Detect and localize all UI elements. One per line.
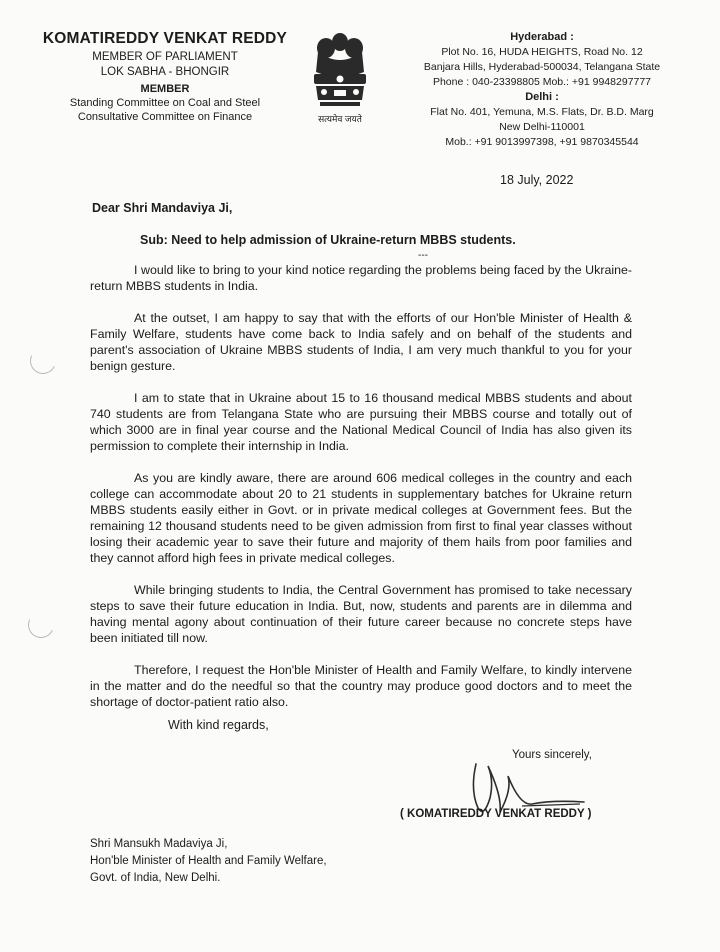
committee-2: Consultative Committee on Finance xyxy=(77,111,253,123)
body-paragraph: As you are kindly aware, there are around 606 medical colleges in the country and each college can accommodate about 20 to 21 students in supplementary batches for Ukraine return MBBS students easily either in Govt. or in private medical colleges at Government fees. But the remaining 12 thousand students need to be given admission from first to final year classes without losing their academic year to save their future and majority of them hails from poor families and they cannot afford high fees in private medical colleges. xyxy=(90,471,632,565)
salutation: Dear Shri Mandaviya Ji, xyxy=(92,201,233,215)
addressee-line-1: Shri Mansukh Madaviya Ji, xyxy=(90,838,228,850)
signatory-name: ( KOMATIREDDY VENKAT REDDY ) xyxy=(400,808,592,820)
member-label: MEMBER xyxy=(140,83,190,95)
delhi-line-1: Flat No. 401, Yemuna, M.S. Flats, Dr. B.D. Marg xyxy=(430,106,654,118)
hyderabad-label: Hyderabad : xyxy=(510,31,574,43)
subject-mark: --- xyxy=(418,250,428,261)
delhi-line-2: New Delhi-110001 xyxy=(499,121,585,133)
letter-body xyxy=(90,262,632,726)
delhi-line-3: Mob.: +91 9013997398, +91 9870345544 xyxy=(445,136,639,148)
body-paragraph: While bringing students to India, the Central Government has promised to take necessary steps to save their future education in India. But, now, students and parents are in dilemma and having mental agony about continuation of their future career because no concrete steps have been initiated till now. xyxy=(90,583,632,645)
body-paragraph: Therefore, I request the Hon'ble Minister of Health and Family Welfare, to kindly intervene in the matter and do the needful so that the country may produce good doctors and to meet the shortage of doctor-patient ratio also. xyxy=(90,663,632,709)
sender-title: MEMBER OF PARLIAMENT xyxy=(92,51,238,63)
committee-1: Standing Committee on Coal and Steel xyxy=(69,97,261,109)
hyderabad-line-2: Banjara Hills, Hyderabad-500034, Telangana State xyxy=(423,61,661,73)
addressee-block xyxy=(90,836,327,887)
body-paragraph: At the outset, I am happy to say that with the efforts of our Hon'ble Minister of Health & Family Welfare, students have come back to India safely and on behalf of the students and parent's association of Ukraine MBBS students of India, I am very much thankful to you for your benign gesture. xyxy=(90,311,632,373)
sender-constituency: LOK SABHA - BHONGIR xyxy=(100,66,230,78)
sender-name: KOMATIREDDY VENKAT REDDY xyxy=(42,30,288,47)
hyderabad-line-1: Plot No. 16, HUDA HEIGHTS, Road No. 12 xyxy=(441,46,643,58)
hyderabad-line-3: Phone : 040-23398805 Mob.: +91 9948297777 xyxy=(432,76,652,88)
emblem-motto: सत्यमेव जयते xyxy=(318,114,362,124)
letter-date: 18 July, 2022 xyxy=(500,173,574,187)
signoff: Yours sincerely, xyxy=(512,749,592,761)
addressee-line-3: Govt. of India, New Delhi. xyxy=(90,872,221,884)
closing-line: With kind regards, xyxy=(168,718,269,732)
delhi-label: Delhi : xyxy=(525,91,559,103)
letterhead-addresses xyxy=(392,30,692,150)
addressee-line-2: Hon'ble Minister of Health and Family Welfare, xyxy=(90,855,327,867)
letterhead-sender xyxy=(30,30,300,123)
body-paragraph: I would like to bring to your kind notice regarding the problems being faced by the Ukraine-return MBBS students in India. xyxy=(90,263,632,293)
subject-line: Sub: Need to help admission of Ukraine-return MBBS students. xyxy=(140,233,516,247)
binder-hole-mark xyxy=(24,608,57,641)
body-paragraph: I am to state that in Ukraine about 15 to 16 thousand medical MBBS students and about 740 students are from Telangana State who are pursuing their MBBS course and totally out of which 3000 are in final year course and the National Medical Council of India has also given its permission to complete their internship in India. xyxy=(90,391,632,453)
binder-hole-mark xyxy=(26,344,59,377)
